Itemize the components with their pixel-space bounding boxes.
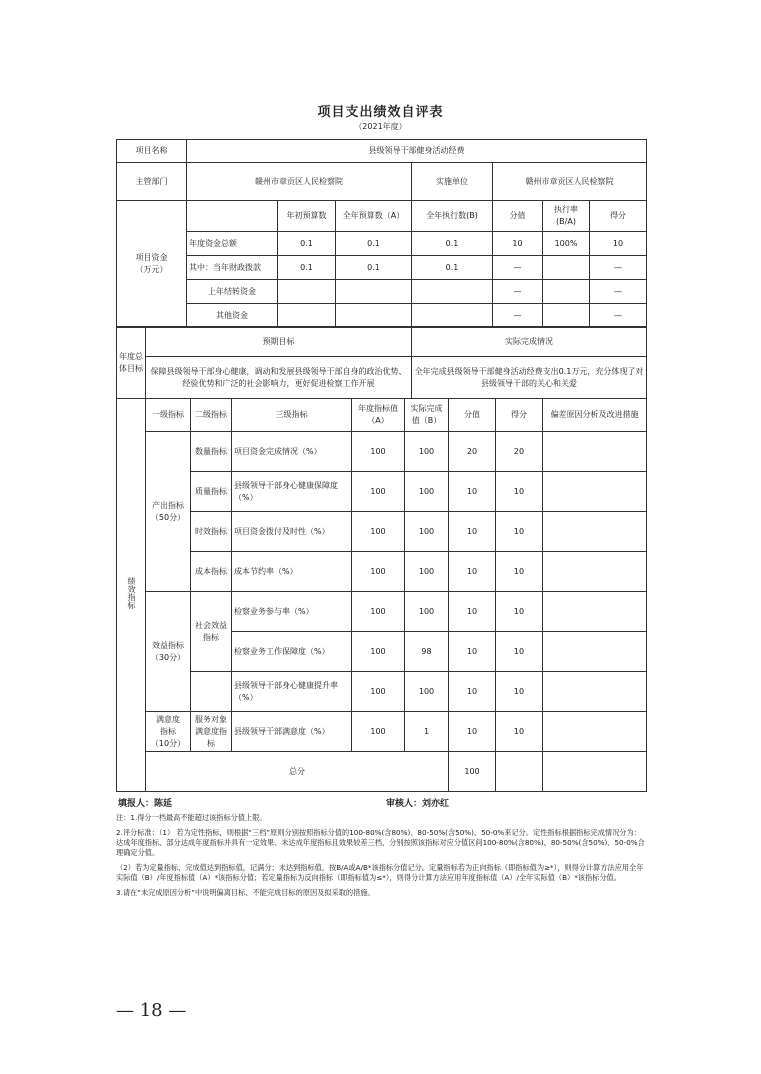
page-subtitle: （2021年度） (354, 122, 407, 131)
ind-header: 年度指标值（A） (352, 399, 405, 432)
ind-reason (543, 592, 647, 632)
ind-got: 20 (496, 432, 543, 472)
funds-header: 全年执行数(B) (412, 201, 493, 232)
effect-indicator-label: 效益指标 （30分） (146, 592, 191, 712)
note-item: 2.评分标准：（1） 若为定性指标，则根据“三档”原则分别按照指标分值的100-80%(含80%)、80-50%(含50%)、50-0%来记分。定性指标根据指标完成情况分为：达成年度指标、部分达成年度指标并具有一定效果、未达成年度指标且效果较差三档，分别按照该指标对应分值区间100-80%(含80%)、80-50%(含50%)、50-0%合理确定分值。 (116, 828, 645, 857)
ind-got: 10 (496, 592, 543, 632)
funds-cell: 0.1 (278, 256, 336, 280)
notes (116, 813, 646, 903)
funds-label: 项目资金 （万元） (117, 201, 187, 328)
ind-score: 10 (449, 672, 496, 712)
goals-table (116, 326, 647, 399)
funds-cell (412, 304, 493, 328)
expected-goal-text: 保障县级领导干部身心健康，调动和发展县级领导干部自身的政治优势、经验优势和广泛的社会影响力，更好促进检察工作开展 (146, 357, 412, 399)
output-indicator-label: 产出指标 （50分） (146, 432, 191, 592)
reviewer-name: 审核人：刘亦红 (386, 799, 450, 809)
ind-l3: 县级领导干部身心健康提升率（%） (232, 672, 352, 712)
ind-a: 100 (352, 512, 405, 552)
ind-b: 100 (405, 672, 449, 712)
ind-b: 100 (405, 472, 449, 512)
ind-l3: 项目资金拨付及时性（%） (232, 512, 352, 552)
ind-a: 100 (352, 712, 405, 752)
total-reason (543, 752, 647, 792)
ind-l3: 检察业务参与率（%） (232, 592, 352, 632)
ind-reason (543, 432, 647, 472)
funds-cell (543, 280, 590, 304)
funds-header: 全年预算数（A） (336, 201, 412, 232)
ind-l2: 数量指标 (191, 432, 232, 472)
ind-a: 100 (352, 432, 405, 472)
project-name-value: 县级领导干部健身活动经费 (187, 140, 647, 163)
actual-result-text: 全年完成县级领导干部健身活动经费支出0.1万元，充分体现了对县级领导干部的关心和关爱 (412, 357, 647, 399)
ind-b: 100 (405, 592, 449, 632)
funds-header-blank (187, 201, 278, 232)
funds-cell (336, 304, 412, 328)
funds-row-name: 其中：当年财政拨款 (187, 256, 278, 280)
filler-name: 填报人：陈延 (118, 799, 173, 809)
funds-cell: 0.1 (336, 256, 412, 280)
funds-cell: — (590, 280, 647, 304)
funds-cell: 0.1 (278, 232, 336, 256)
funds-cell (336, 280, 412, 304)
ind-header: 实际完成值（B） (405, 399, 449, 432)
funds-cell: 10 (590, 232, 647, 256)
funds-header: 得分 (590, 201, 647, 232)
ind-header: 一级指标 (146, 399, 191, 432)
ind-score: 10 (449, 472, 496, 512)
indicators-label-text: 绩效指标 (127, 577, 136, 609)
ind-l3: 检察业务工作保障度（%） (232, 632, 352, 672)
ind-reason (543, 712, 647, 752)
ind-b: 100 (405, 432, 449, 472)
ind-l2: 时效指标 (191, 512, 232, 552)
funds-cell: — (493, 304, 543, 328)
ind-header: 偏差原因分析及改进措施 (543, 399, 647, 432)
ind-a: 100 (352, 672, 405, 712)
ind-l3: 县级领导干部身心健康保障度（%） (232, 472, 352, 512)
impl-label: 实施单位 (412, 163, 493, 201)
ind-got: 10 (496, 672, 543, 712)
ind-l2: 服务对象满意度指标 (191, 712, 232, 752)
funds-cell: — (493, 280, 543, 304)
ind-l2: 质量指标 (191, 472, 232, 512)
funds-cell: 0.1 (412, 256, 493, 280)
ind-b: 1 (405, 712, 449, 752)
funds-cell (278, 280, 336, 304)
social-effect-label: 社会效益 指标 (191, 592, 232, 672)
total-score: 100 (449, 752, 496, 792)
ind-l2: 成本指标 (191, 552, 232, 592)
ind-b: 100 (405, 512, 449, 552)
goals-label: 年度总体目标 (117, 327, 146, 399)
ind-got: 10 (496, 472, 543, 512)
ind-a: 100 (352, 472, 405, 512)
page-number: — 18 — (116, 1000, 187, 1021)
actual-result-label: 实际完成情况 (412, 327, 647, 357)
ind-got: 10 (496, 512, 543, 552)
ind-got: 10 (496, 632, 543, 672)
ind-l3: 成本节约率（%） (232, 552, 352, 592)
ind-a: 100 (352, 552, 405, 592)
funds-cell: — (493, 256, 543, 280)
ind-l3: 县级领导干部满意度（%） (232, 712, 352, 752)
project-name-label: 项目名称 (117, 140, 187, 163)
funds-cell: 0.1 (336, 232, 412, 256)
funds-row-name: 年度资金总额 (187, 232, 278, 256)
indicators-label (117, 399, 146, 792)
funds-header: 执行率(B/A) (543, 201, 590, 232)
ind-got: 10 (496, 552, 543, 592)
ind-reason (543, 512, 647, 552)
ind-header: 得分 (496, 399, 543, 432)
funds-cell (543, 304, 590, 328)
ind-score: 20 (449, 432, 496, 472)
funds-cell: — (590, 304, 647, 328)
funds-row-name: 其他资金 (187, 304, 278, 328)
ind-reason (543, 672, 647, 712)
funds-cell: 10 (493, 232, 543, 256)
funds-cell (278, 304, 336, 328)
funds-header: 分值 (493, 201, 543, 232)
ind-header: 分值 (449, 399, 496, 432)
signature-row (116, 792, 646, 812)
funds-cell: 100% (543, 232, 590, 256)
dept-label: 主管部门 (117, 163, 187, 201)
dept-value: 赣州市章贡区人民检察院 (187, 163, 412, 201)
note-item: 3.请在“未完成原因分析”中说明偏离目标、不能完成目标的原因及拟采取的措施。 (116, 888, 375, 897)
ind-l2-blank (191, 672, 232, 712)
funds-cell (412, 280, 493, 304)
funds-cell (543, 256, 590, 280)
funds-header: 年初预算数 (278, 201, 336, 232)
total-got (496, 752, 543, 792)
ind-b: 100 (405, 552, 449, 592)
ind-score: 10 (449, 512, 496, 552)
ind-reason (543, 472, 647, 512)
ind-a: 100 (352, 592, 405, 632)
ind-got: 10 (496, 712, 543, 752)
ind-l3: 项目资金完成情况（%） (232, 432, 352, 472)
total-label: 总分 (146, 752, 449, 792)
note-item: 注：1.得分一档最高不能超过该指标分值上限。 (116, 813, 267, 822)
ind-score: 10 (449, 592, 496, 632)
ind-header: 三级指标 (232, 399, 352, 432)
ind-reason (543, 552, 647, 592)
ind-header: 二级指标 (191, 399, 232, 432)
impl-value: 赣州市章贡区人民检察院 (493, 163, 647, 201)
ind-a: 100 (352, 632, 405, 672)
funds-cell: 0.1 (412, 232, 493, 256)
page-title: 项目支出绩效自评表 (317, 105, 444, 120)
funds-cell: — (590, 256, 647, 280)
funds-row-name: 上年结转资金 (187, 280, 278, 304)
satisfaction-indicator-label: 满意度 指标 （10分） (146, 712, 191, 752)
expected-goal-label: 预期目标 (146, 327, 412, 357)
ind-score: 10 (449, 712, 496, 752)
ind-score: 10 (449, 552, 496, 592)
project-info-table (116, 139, 647, 328)
ind-score: 10 (449, 632, 496, 672)
ind-reason (543, 632, 647, 672)
note-item: （2）若为定量指标，完成值达到指标值，记满分；未达到指标值，按B/A或A/B*该指标分值记分。定量指标若为正向指标（即指标值为≥*），则得分计算方法应用全年实际值（B）/年度指标值（A）*该指标分值；若定量指标为反向指标（即指标值为≤*），则得分计算方法应用年度指标值（A）/全年实际值（B）*该指标分值。 (116, 863, 644, 882)
ind-b: 98 (405, 632, 449, 672)
indicators-table (116, 398, 647, 792)
